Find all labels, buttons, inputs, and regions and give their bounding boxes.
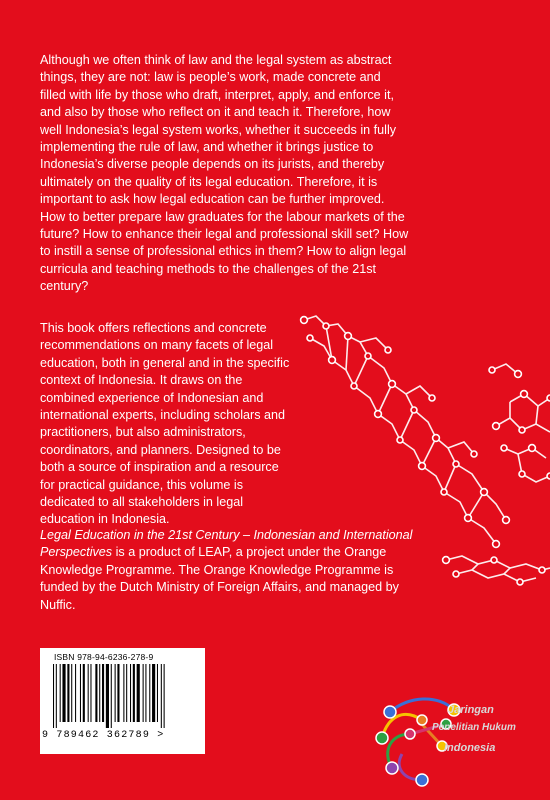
- barcode-bars: [52, 664, 197, 728]
- isbn-barcode: [40, 648, 205, 754]
- logo-text-line2: Penelitian Hukum: [432, 722, 516, 733]
- summary-paragraph: This book offers reflections and concrete recommendations on many facets of legal education, both in general and in the specific context of Indonesia. It draws on the combined experience of Indonesian and international experts, including scholars and practitioners, but also administrators, coordinators, and planners. Designed to be both a source of inspiration and a resource for practical guidance, this volume is dedicated to all stakeholders in legal education in Indonesia.: [40, 321, 290, 527]
- barcode-digits: 9 789462 362789 >: [42, 730, 165, 741]
- network-logo-graphic: [368, 676, 498, 796]
- logo-text-line1: Jaringan: [448, 704, 494, 716]
- isbn-number: ISBN 978-94-6236-278-9: [54, 652, 154, 662]
- intro-paragraph: Although we often think of law and the legal system as abstract things, they are not: law is people’s work, made concrete and filled with life by those who draft, interpret, apply, and enforce it, and also by those who reflect on it and teach it. Therefore, how well Indonesia’s legal system works, whether it succeeds in fully implementing the rule of law, and whether it brings justice to Indonesia’s diverse people depends on its jurists, and thereby ultimately on the quality of its legal education. Therefore, it is important to ask how legal education can be further improved. How to better prepare law graduates for the labour markets of the future? How to enhance their legal and professional skill set? How to instill a sense of professional ethics in them? How to align legal curricula and teaching methods to the challenges of the 21st century?: [40, 53, 409, 294]
- indonesia-circuit-map-graphic: [296, 298, 550, 588]
- logo-text-line3: Indonesia: [444, 742, 496, 754]
- project-text: is a product of LEAP, a project under the Orange Knowledge Programme. The Orange Knowledge Programme is funded by the Dutch Ministry of Foreign Affairs, and managed by Nuffic.: [40, 545, 399, 612]
- book-title: Legal Education in the 21st Century – Indonesian and International Perspectives: [40, 528, 413, 560]
